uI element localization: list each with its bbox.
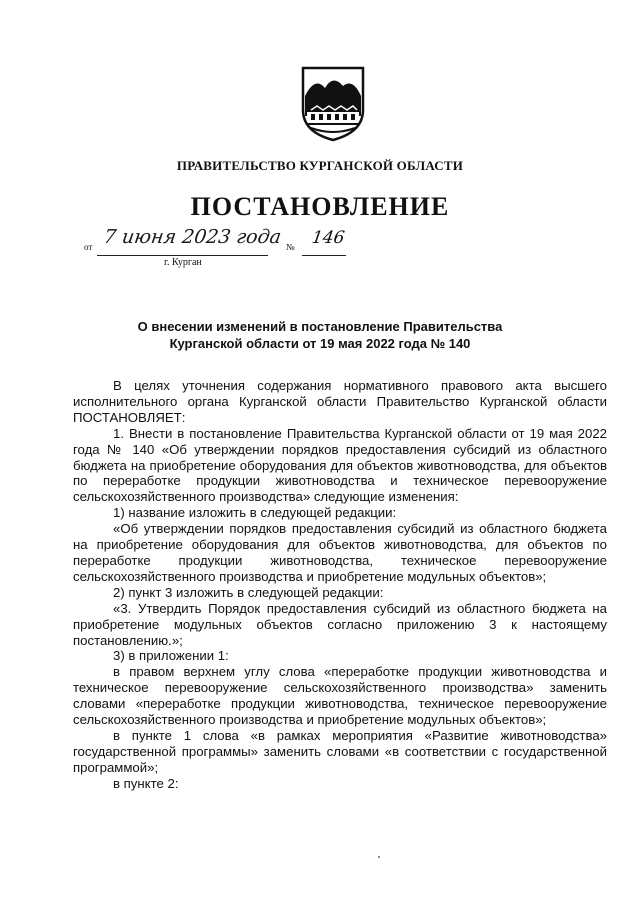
document-body <box>73 378 607 792</box>
paragraph: 2) пункт 3 изложить в следующей редакции: <box>113 584 384 600</box>
paragraph: «Об утверждении порядков предоставления субсидий из областного бюджета на приобретение оборудования для объектов животноводства, для объектов по переработке продукции животноводства, техническое перевооружение сельскохозяйственного производства и приобретение модульных объектов»; <box>73 521 607 584</box>
coat-of-arms-icon <box>301 66 365 142</box>
paragraph: В целях уточнения содержания нормативного правового акта высшего исполнительного органа Курганской области Правительство Курганской области ПОСТАНОВЛЯЕТ: <box>73 378 607 425</box>
document-type: ПОСТАНОВЛЕНИЕ <box>190 192 450 221</box>
title-line-2: Курганской области от 19 мая 2022 года № 140 <box>169 336 471 351</box>
title-line-1: О внесении изменений в постановление Правительства <box>137 319 503 334</box>
handwritten-date: 7 июня 2023 года <box>102 226 283 248</box>
date-prefix-label: от <box>84 242 93 252</box>
paragraph: «3. Утвердить Порядок предоставления субсидий из областного бюджета на приобретение модульных объектов согласно приложению 3 к настоящему постановлению.»; <box>73 600 607 648</box>
paragraph: 1) название изложить в следующей редакции: <box>113 505 397 521</box>
paragraph: в пункте 2: <box>113 775 179 791</box>
paragraph: 1. Внести в постановление Правительства Курганской области от 19 мая 2022 года № 140 «Об утверждении порядков предоставления субсидий из областного бюджета на приобретение оборудования для объектов животноводства, для объектов по переработке продукции животноводства и техническое перевооружение сельскохозяйственного производства» следующие изменения: <box>73 425 607 505</box>
handwritten-number: 146 <box>310 228 346 248</box>
city-label: г. Курган <box>164 257 202 268</box>
number-label: № <box>286 242 295 252</box>
date-underline <box>97 255 268 256</box>
paragraph: 3) в приложении 1: <box>113 648 229 664</box>
paragraph: в правом верхнем углу слова «переработке продукции животноводства и техническое перевооружение сельскохозяйственного производства» заменить словами «переработке продукции животноводства, техническое перевооружение сельскохозяйственного производства и приобретение модульных объектов»; <box>73 664 607 728</box>
paragraph: в пункте 1 слова «в рамках мероприятия «Развитие животноводства» государственной программы» заменить словами «в соответствии с государственной программой»; <box>73 727 607 775</box>
document-title <box>0 318 640 352</box>
scan-speck <box>378 856 380 858</box>
number-underline <box>302 255 346 256</box>
organization-name: ПРАВИТЕЛЬСТВО КУРГАНСКОЙ ОБЛАСТИ <box>176 158 464 173</box>
